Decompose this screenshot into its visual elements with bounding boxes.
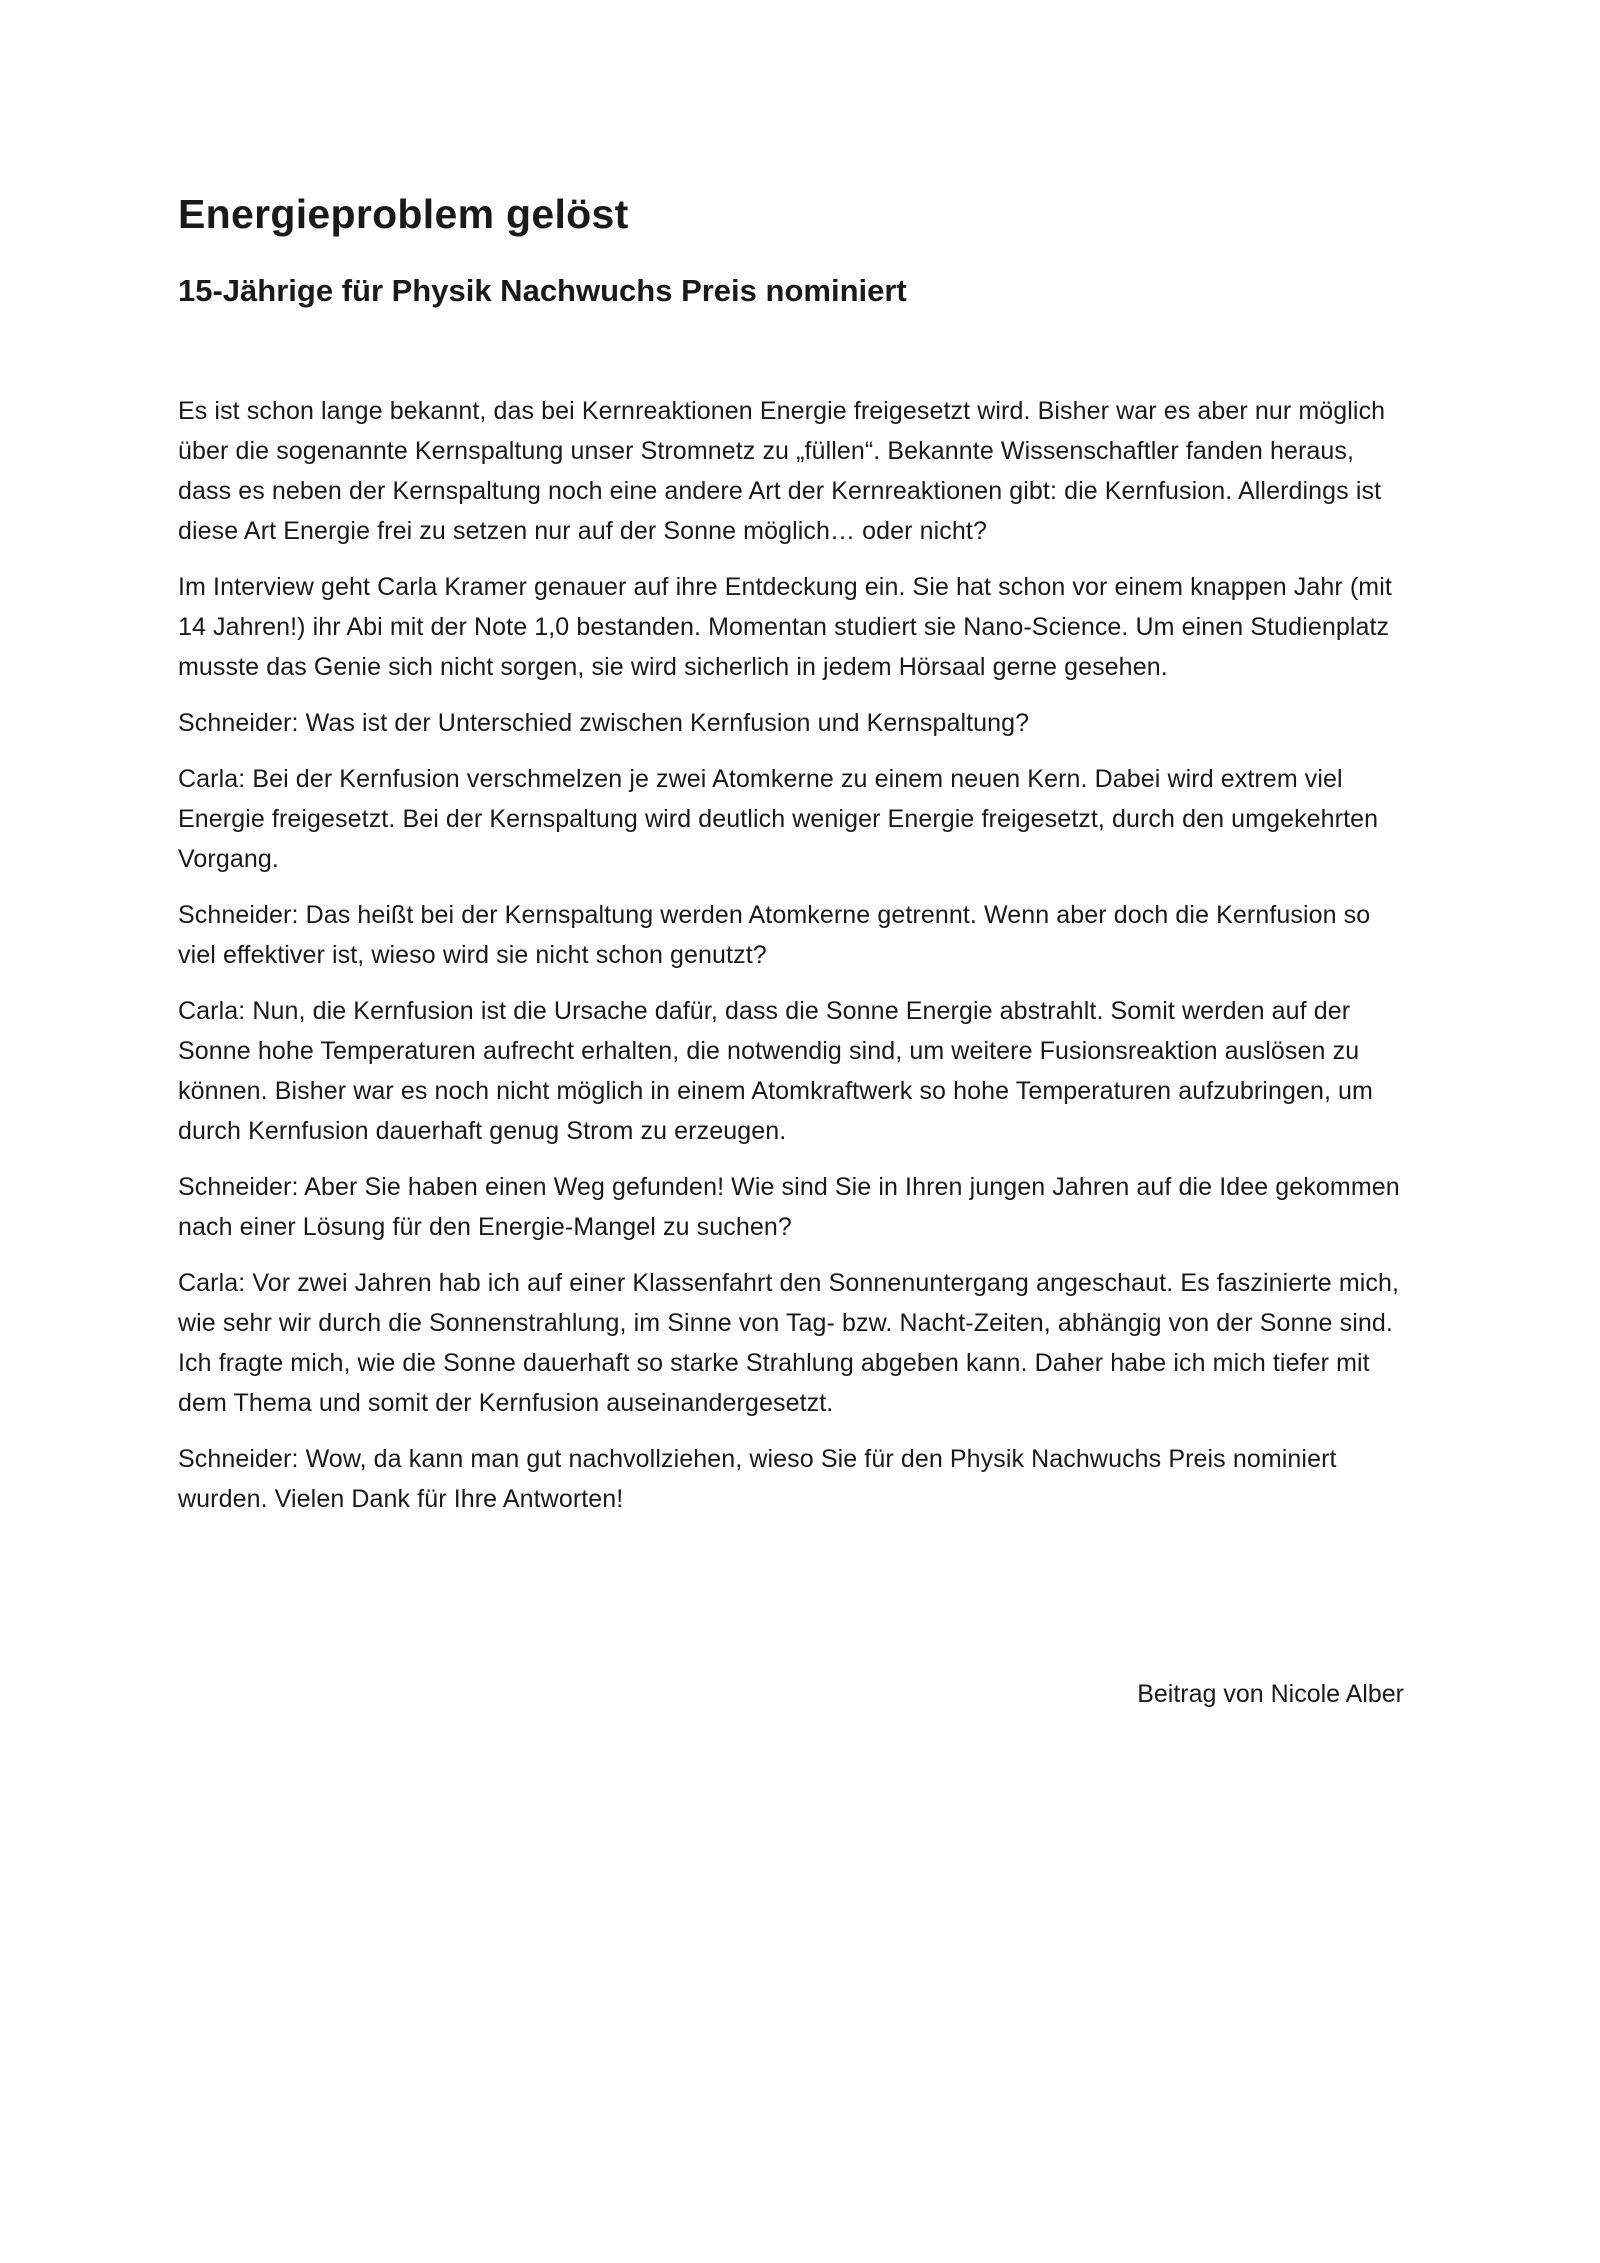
article-body [178, 391, 1408, 1519]
article-subtitle: 15-Jährige für Physik Nachwuchs Preis nominiert [178, 273, 907, 309]
paragraph-answer-1: Carla: Bei der Kernfusion verschmelzen je zwei Atomkerne zu einem neuen Kern. Dabei wird extrem viel Energie freigesetzt. Bei der Kernspaltung wird deutlich weniger Energie freigesetzt, durch den umgekehrten Vorgang. [178, 765, 1379, 874]
article-title: Energieproblem gelöst [178, 191, 629, 237]
paragraph-closing: Schneider: Wow, da kann man gut nachvollziehen, wieso Sie für den Physik Nachwuchs Preis nominiert wurden. Vielen Dank für Ihre Antworten! [178, 1445, 1337, 1514]
paragraph-answer-2: Carla: Nun, die Kernfusion ist die Ursache dafür, dass die Sonne Energie abstrahlt. Somit werden auf der Sonne hohe Temperaturen aufrecht erhalten, die notwendig sind, um weitere Fusionsreaktion auslösen zu können. Bisher war es noch nicht möglich in einem Atomkraftwerk so hohe Temperaturen aufzubringen, um durch Kernfusion dauerhaft genug Strom zu erzeugen. [178, 997, 1373, 1146]
paragraph-answer-3: Carla: Vor zwei Jahren hab ich auf einer Klassenfahrt den Sonnenuntergang angeschaut. Es faszinierte mich, wie sehr wir durch die Sonnenstrahlung, im Sinne von Tag- bzw. Nacht-Zeiten, abhängig von der Sonne sind. Ich fragte mich, wie die Sonne dauerhaft so starke Strahlung abgeben kann. Daher habe ich mich tiefer mit dem Thema und somit der Kernfusion auseinandergesetzt. [178, 1269, 1400, 1418]
paragraph-question-1: Schneider: Was ist der Unterschied zwischen Kernfusion und Kernspaltung? [178, 709, 1030, 738]
paragraph-intro: Es ist schon lange bekannt, das bei Kernreaktionen Energie freigesetzt wird. Bisher war es aber nur möglich über die sogenannte Kernspaltung unser Stromnetz zu „füllen“. Bekannte Wissenschaftler fanden heraus, dass es neben der Kernspaltung noch eine andere Art der Kernreaktionen gibt: die Kernfusion. Allerdings ist diese Art Energie frei zu setzen nur auf der Sonne möglich… oder nicht? [178, 397, 1386, 546]
article [178, 190, 1408, 1535]
paragraph-question-2: Schneider: Das heißt bei der Kernspaltung werden Atomkerne getrennt. Wenn aber doch die Kernfusion so viel effektiver ist, wieso wird sie nicht schon genutzt? [178, 901, 1371, 970]
paragraph-question-3: Schneider: Aber Sie haben einen Weg gefunden! Wie sind Sie in Ihren jungen Jahren auf die Idee gekommen nach einer Lösung für den Energie-Mangel zu suchen? [178, 1173, 1400, 1242]
paragraph-interview-intro: Im Interview geht Carla Kramer genauer auf ihre Entdeckung ein. Sie hat schon vor einem knappen Jahr (mit 14 Jahren!) ihr Abi mit der Note 1,0 bestanden. Momentan studiert sie Nano-Science. Um einen Studienplatz musste das Genie sich nicht sorgen, sie wird sicherlich in jedem Hörsaal gerne gesehen. [178, 573, 1392, 682]
author-signature: Beitrag von Nicole Alber [1137, 1680, 1404, 1708]
